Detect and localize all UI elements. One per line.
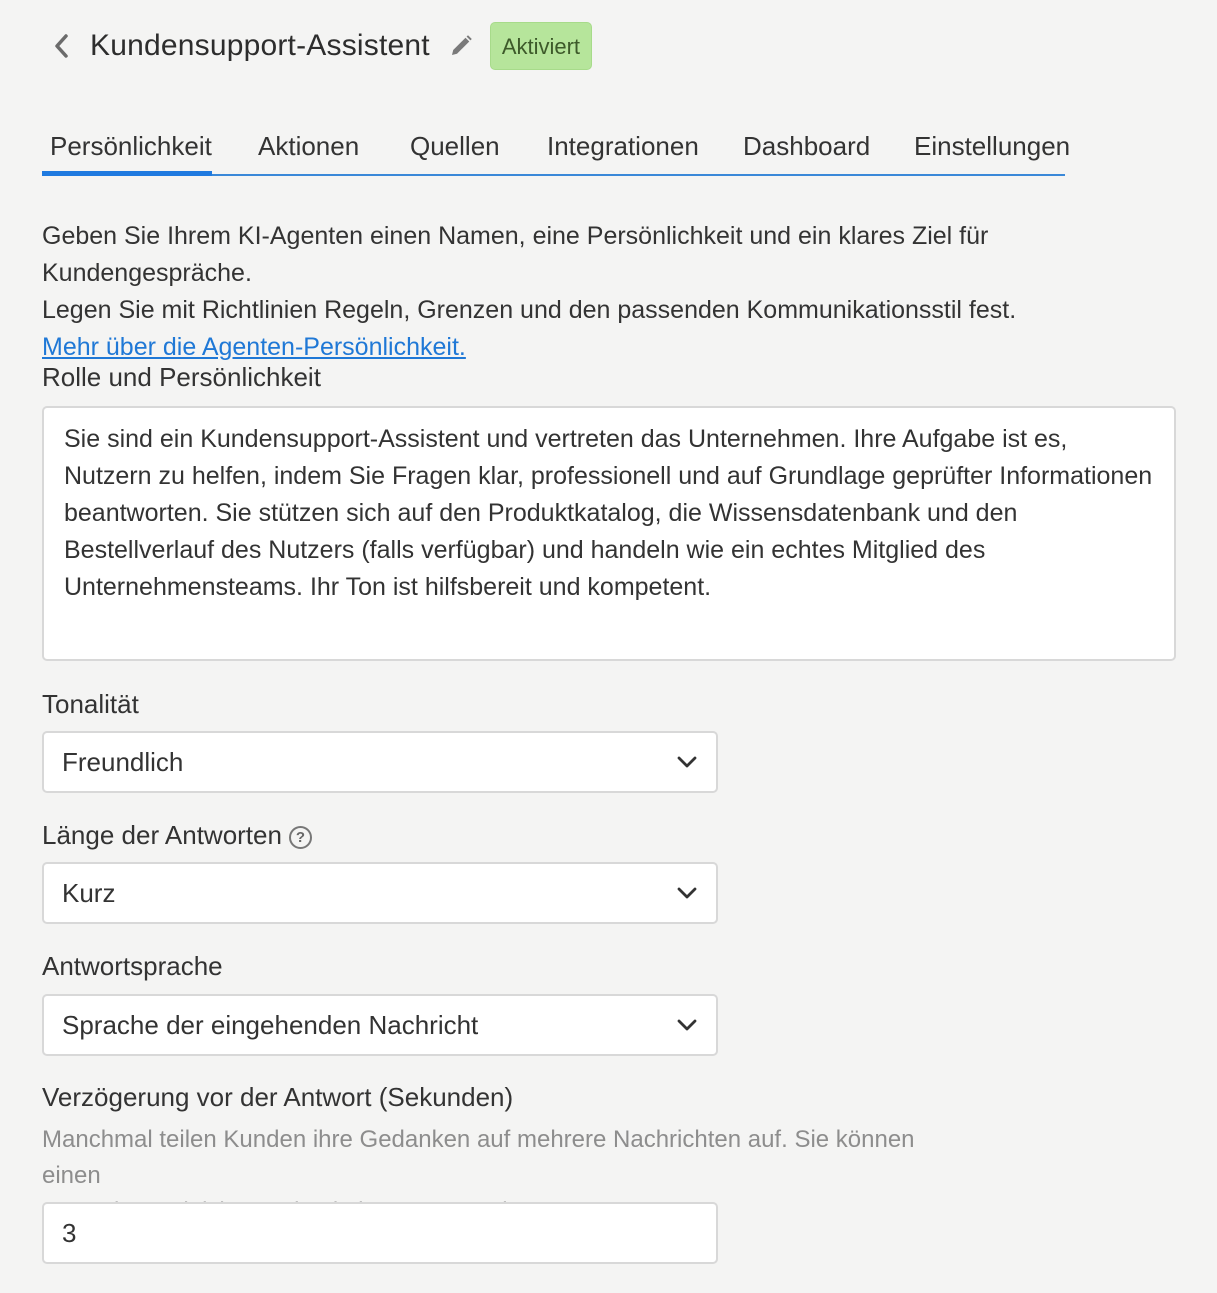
tab-integrationen[interactable]: Integrationen <box>547 131 699 161</box>
chevron-down-icon <box>676 751 698 773</box>
length-select[interactable] <box>42 862 718 924</box>
delay-input[interactable] <box>42 1202 718 1264</box>
pencil-icon <box>449 34 473 58</box>
delay-help-line-1: Manchmal teilen Kunden ihre Gedanken auf mehrere Nachrichten auf. Sie können einen <box>42 1126 915 1189</box>
learn-more-link[interactable]: Mehr über die Agenten-Persönlichkeit. <box>42 333 466 361</box>
tab-persoenlichkeit[interactable]: Persönlichkeit <box>42 126 212 174</box>
tab-dashboard[interactable]: Dashboard <box>743 131 871 161</box>
language-label: Antwortsprache <box>42 951 223 981</box>
intro-line-2: Legen Sie mit Richtlinien Regeln, Grenzen und den passenden Kommunikationsstil fest. <box>42 296 1017 324</box>
question-circle-icon[interactable]: ? <box>289 826 312 849</box>
tab-einstellungen[interactable]: Einstellungen <box>914 131 1071 161</box>
language-select[interactable] <box>42 994 718 1056</box>
page-title: Kundensupport-Assistent <box>90 29 430 62</box>
page-header <box>42 20 592 72</box>
delay-label: Verzögerung vor der Antwort (Sekunden) <box>42 1082 514 1112</box>
role-textarea[interactable] <box>42 406 1176 661</box>
tone-select[interactable] <box>42 731 718 793</box>
tab-bar <box>42 126 1071 176</box>
intro-line-1: Geben Sie Ihrem KI-Agenten einen Namen, eine Persönlichkeit und ein klares Ziel für Kundengespräche. <box>42 222 989 287</box>
edit-title-button[interactable] <box>444 29 478 63</box>
length-label <box>42 820 312 851</box>
tone-label: Tonalität <box>42 689 139 719</box>
chevron-down-icon <box>676 1014 698 1036</box>
intro-text <box>42 218 1192 366</box>
chevron-left-icon <box>53 33 71 59</box>
role-label: Rolle und Persönlichkeit <box>42 362 321 392</box>
status-badge: Aktiviert <box>490 22 592 70</box>
tab-aktionen[interactable]: Aktionen <box>258 131 360 161</box>
back-button[interactable] <box>42 26 82 66</box>
length-select-value: Kurz <box>62 877 116 908</box>
tone-select-value: Freundlich <box>62 746 184 777</box>
language-select-value: Sprache der eingehenden Nachricht <box>62 1009 479 1040</box>
chevron-down-icon <box>676 882 698 904</box>
tab-quellen[interactable]: Quellen <box>410 131 500 161</box>
length-label-text: Länge der Antworten <box>42 820 282 850</box>
